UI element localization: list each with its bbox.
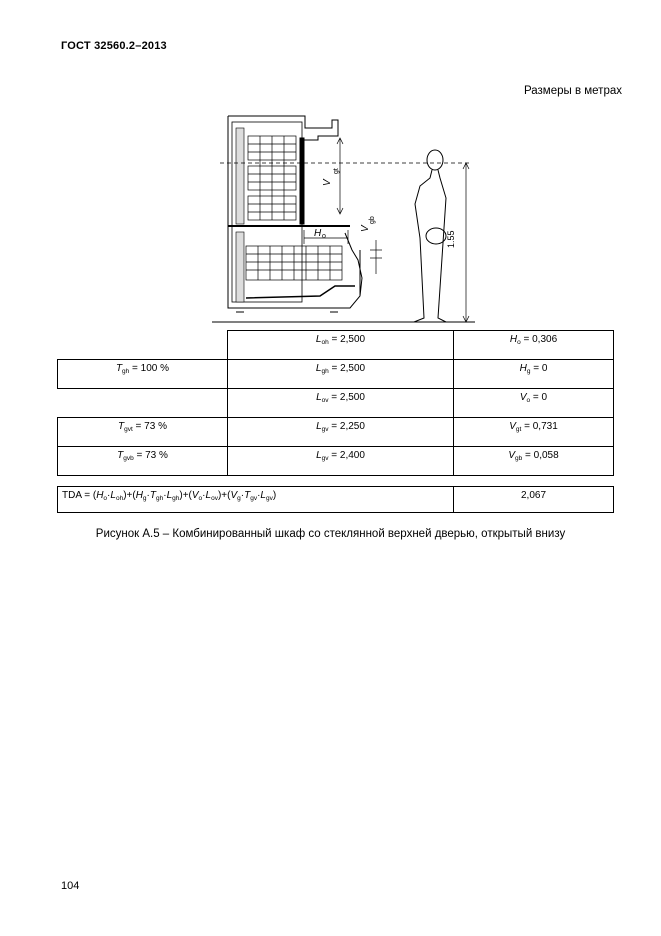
- table-cell: $V_o = 0$: [454, 389, 614, 418]
- table-cell: $V_{gb} = 0,058$: [454, 447, 614, 476]
- table-cell: $L_{ov} = 2,500$: [228, 389, 454, 418]
- table-cell: $V_{gt} = 0,731$: [454, 418, 614, 447]
- table-row: [58, 331, 614, 360]
- upper-shelves: [248, 136, 296, 220]
- person-figure: [414, 150, 446, 322]
- table-row: [58, 360, 614, 389]
- table-row: [58, 447, 614, 476]
- table-cell: $T_{gvt} = 73$ %: [58, 418, 228, 447]
- units-note: Размеры в метрах: [523, 85, 622, 97]
- table-row: [58, 487, 614, 513]
- figure-caption: Рисунок А.5 – Комбинированный шкаф со стеклянной верхней дверью, открытый внизу: [95, 528, 566, 540]
- table-cell: [58, 389, 228, 418]
- table-cell: $T_{gh} = 100$ %: [58, 360, 228, 389]
- vgt-subscript: gt: [333, 168, 340, 174]
- tda-formula: TDA = $(H_o\cdot L_{oh})+(H_g\cdot T_{gh}\cdot L_{gh})+(V_o\cdot L_{ov})+(V_g\cdot T_{gv}\cdot L_{gv})$: [58, 487, 454, 513]
- cabinet-figure: [200, 108, 630, 328]
- height-dimension-label: 1.55: [446, 230, 456, 248]
- table-cell: $H_o = 0,306$: [454, 331, 614, 360]
- parameter-table: [57, 330, 614, 476]
- ho-symbol: H: [314, 228, 322, 239]
- table-cell: $L_{gv} = 2,400$: [228, 447, 454, 476]
- table-cell: $H_g = 0$: [454, 360, 614, 389]
- table-cell: $T_{gvb} = 73$ %: [58, 447, 228, 476]
- lower-bin: [246, 246, 342, 280]
- tda-formula-table: [57, 486, 614, 513]
- vgb-subscript: gb: [369, 216, 376, 224]
- table-cell: $L_{gv} = 2,250$: [228, 418, 454, 447]
- vgt-symbol: V: [322, 179, 333, 186]
- table-row: [58, 418, 614, 447]
- table-cell: $L_{gh} = 2,500$: [228, 360, 454, 389]
- table-row: [58, 389, 614, 418]
- document-header: ГОСТ 32560.2–2013: [61, 40, 167, 52]
- ho-subscript: o: [322, 233, 326, 240]
- table-cell: [58, 331, 228, 360]
- page-number: 104: [61, 880, 80, 892]
- tda-value: 2,067: [454, 487, 614, 513]
- glass-door: [300, 138, 304, 224]
- table-cell: $L_{oh} = 2,500$: [228, 331, 454, 360]
- vgb-symbol: V: [360, 225, 371, 232]
